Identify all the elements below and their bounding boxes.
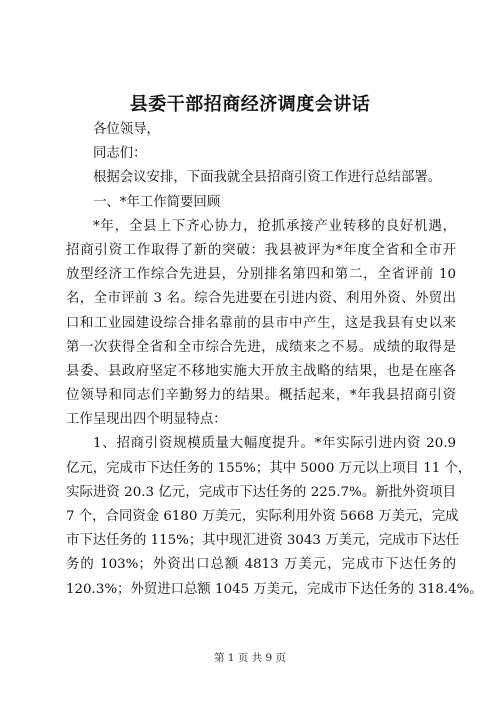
body-line: 位领导和同志们辛勤努力的结果。概括起来，*年我县招商引资 xyxy=(66,388,456,404)
body-line: 根据会议安排，下面我就全县招商引资工作进行总结部署。 xyxy=(93,170,442,186)
body-line: 市下达任务的 115%；其中现汇进资 3043 万美元，完成市下达任 xyxy=(66,533,460,549)
body-line: 120.3%；外贸进口总额 1045 万美元，完成市下达任务的 318.4%。 xyxy=(66,581,483,597)
body-line: 工作呈现出四个明显特点： xyxy=(66,412,227,428)
body-line: 实际进资 20.3 亿元，完成市下达任务的 225.7%。新批外资项目 xyxy=(66,484,456,500)
document-title: 县委干部招商经济调度会讲话 xyxy=(129,94,371,115)
page-number: 第 1 页 共 9 页 xyxy=(213,652,287,664)
body-line: *年，全县上下齐心协力，抢抓承接产业转移的良好机遇， xyxy=(93,218,456,234)
body-line: 县委、县政府坚定不移地实施大开放主战略的结果，也是在座各 xyxy=(66,363,456,379)
greeting-comrades: 同志们： xyxy=(93,146,147,162)
body-line: 1、招商引资规模质量大幅度提升。*年实际引进内资 20.9 xyxy=(93,436,456,452)
body-line: 招商引资工作取得了新的突破：我县被评为*年度全省和全市开 xyxy=(66,242,456,258)
body-line: 放型经济工作综合先进县，分别排名第四和第二，全省评前 10 xyxy=(66,267,456,283)
body-line: 亿元，完成市下达任务的 155%；其中 5000 万元以上项目 11 个， xyxy=(66,460,472,476)
greeting-leaders: 各位领导， xyxy=(93,122,160,137)
body-line: 名，全市评前 3 名。综合先进要在引进内资、利用外资、外贸出 xyxy=(66,291,456,307)
body-line: 口和工业园建设综合排名靠前的县市中产生，这是我县有史以来 xyxy=(66,315,456,331)
body-line: 7 个，合同资金 6180 万美元，实际利用外资 5668 万美元，完成 xyxy=(66,509,459,524)
section-heading: 一、*年工作简要回顾 xyxy=(93,194,221,210)
body-line: 第一次获得全省和全市综合先进，成绩来之不易。成绩的取得是 xyxy=(66,339,456,355)
body-line: 务的 103%；外资出口总额 4813 万美元，完成市下达任务的 xyxy=(66,557,456,573)
document-body xyxy=(66,118,483,602)
